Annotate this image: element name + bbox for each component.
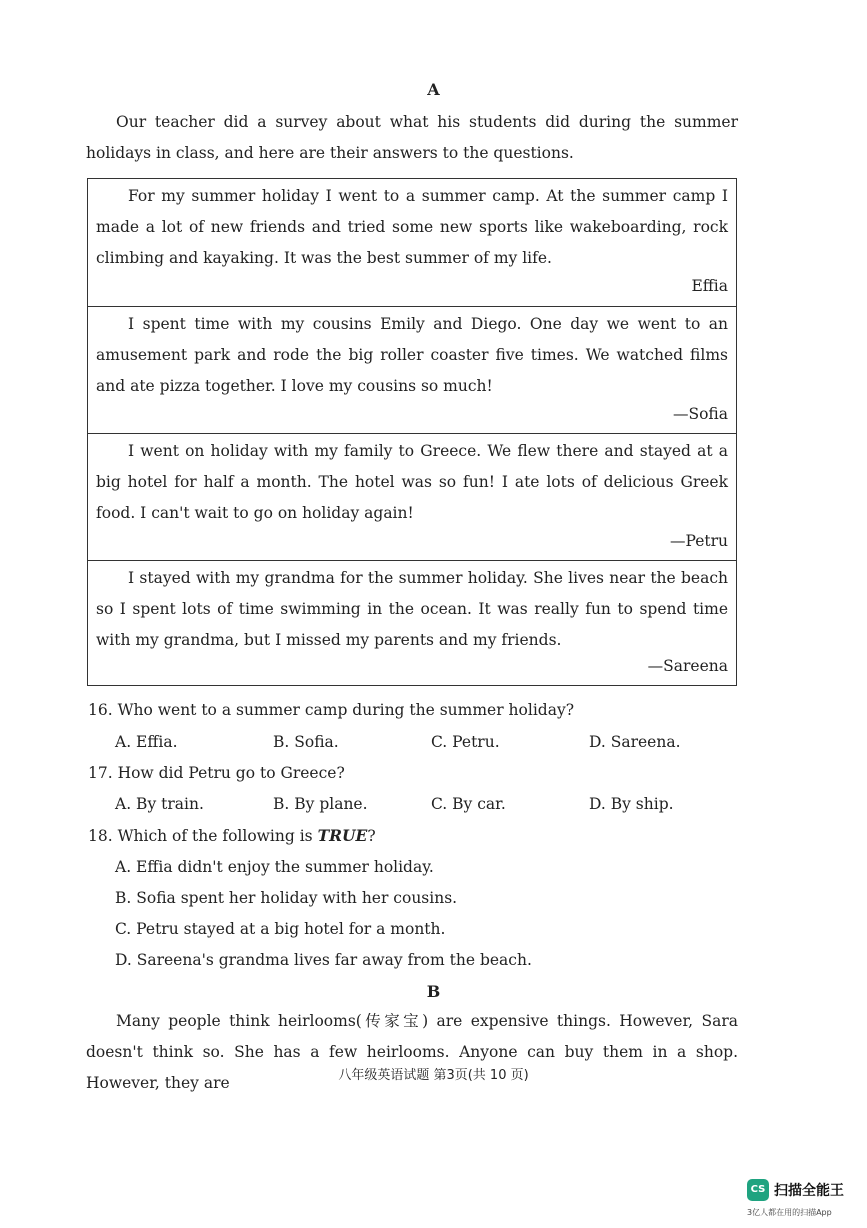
camscanner-name: 扫描全能王 — [774, 1183, 844, 1199]
option-17a: A. By train. — [115, 795, 204, 813]
option-18d: D. Sareena's grandma lives far away from the beach. — [115, 951, 532, 969]
page-footer: 八年级英语试题 第3页(共 10 页) — [338, 1068, 529, 1083]
section-a-heading: A — [427, 80, 440, 99]
option-16b: B. Sofia. — [273, 733, 339, 751]
answer-signature: —Petru — [669, 532, 728, 550]
question-16: 16. Who went to a summer camp during the summer holiday? — [88, 701, 575, 719]
survey-answers-box — [87, 178, 737, 686]
option-18b: B. Sofia spent her holiday with her cousins. — [115, 889, 458, 907]
option-18a: A. Effia didn't enjoy the summer holiday. — [115, 858, 434, 876]
question-18 — [88, 826, 376, 845]
option-17b: B. By plane. — [273, 795, 368, 813]
option-17d: D. By ship. — [589, 795, 674, 813]
answer-entry-sareena — [88, 560, 736, 685]
question-18-emphasis: TRUE — [317, 826, 368, 845]
option-17c: C. By car. — [431, 795, 506, 813]
option-16c: C. Petru. — [431, 733, 500, 751]
question-18-stem: 18. Which of the following is — [88, 827, 318, 845]
section-b-intro: Many people think heirlooms(传家宝) are expensive things. However, Sara doesn't think so. She has a few heirlooms. Anyone can buy them in a shop. However, they are — [86, 1012, 738, 1092]
question-17: 17. How did Petru go to Greece? — [88, 764, 345, 782]
answer-text: For my summer holiday I went to a summer camp. At the summer camp I made a lot of new friends and tried some new sports like wakeboarding, rock climbing and kayaking. It was the best summer of my life. — [96, 187, 728, 267]
section-a-intro: Our teacher did a survey about what his students did during the summer holidays in class, and here are their answers to the questions. — [86, 113, 738, 162]
answer-text: I stayed with my grandma for the summer holiday. She lives near the beach so I spent lots of time swimming in the ocean. It was really fun to spend time with my grandma, but I missed my parents and my friends. — [96, 569, 728, 649]
answer-entry-sofia — [88, 306, 736, 433]
answer-signature: —Sofia — [672, 405, 728, 423]
section-b-heading: B — [426, 982, 441, 1001]
answer-entry-effia — [88, 179, 736, 306]
option-18c: C. Petru stayed at a big hotel for a month. — [115, 920, 446, 938]
answer-entry-petru — [88, 433, 736, 560]
answer-signature: —Sareena — [647, 657, 728, 675]
camscanner-slogan: 3亿人都在用的扫描App — [747, 1208, 832, 1217]
answer-text: I went on holiday with my family to Greece. We flew there and stayed at a big hotel for half a month. The hotel was so fun! I ate lots of delicious Greek food. I can't wait to go on holiday again! — [96, 442, 728, 522]
option-16d: D. Sareena. — [589, 733, 681, 751]
question-18-end: ? — [367, 827, 376, 845]
camscanner-logo-icon: CS — [747, 1179, 769, 1201]
option-16a: A. Effia. — [115, 733, 178, 751]
answer-text: I spent time with my cousins Emily and Diego. One day we went to an amusement park and rode the big roller coaster five times. We watched films and ate pizza together. I love my cousins so much! — [96, 315, 728, 395]
answer-signature: Effia — [691, 277, 728, 295]
